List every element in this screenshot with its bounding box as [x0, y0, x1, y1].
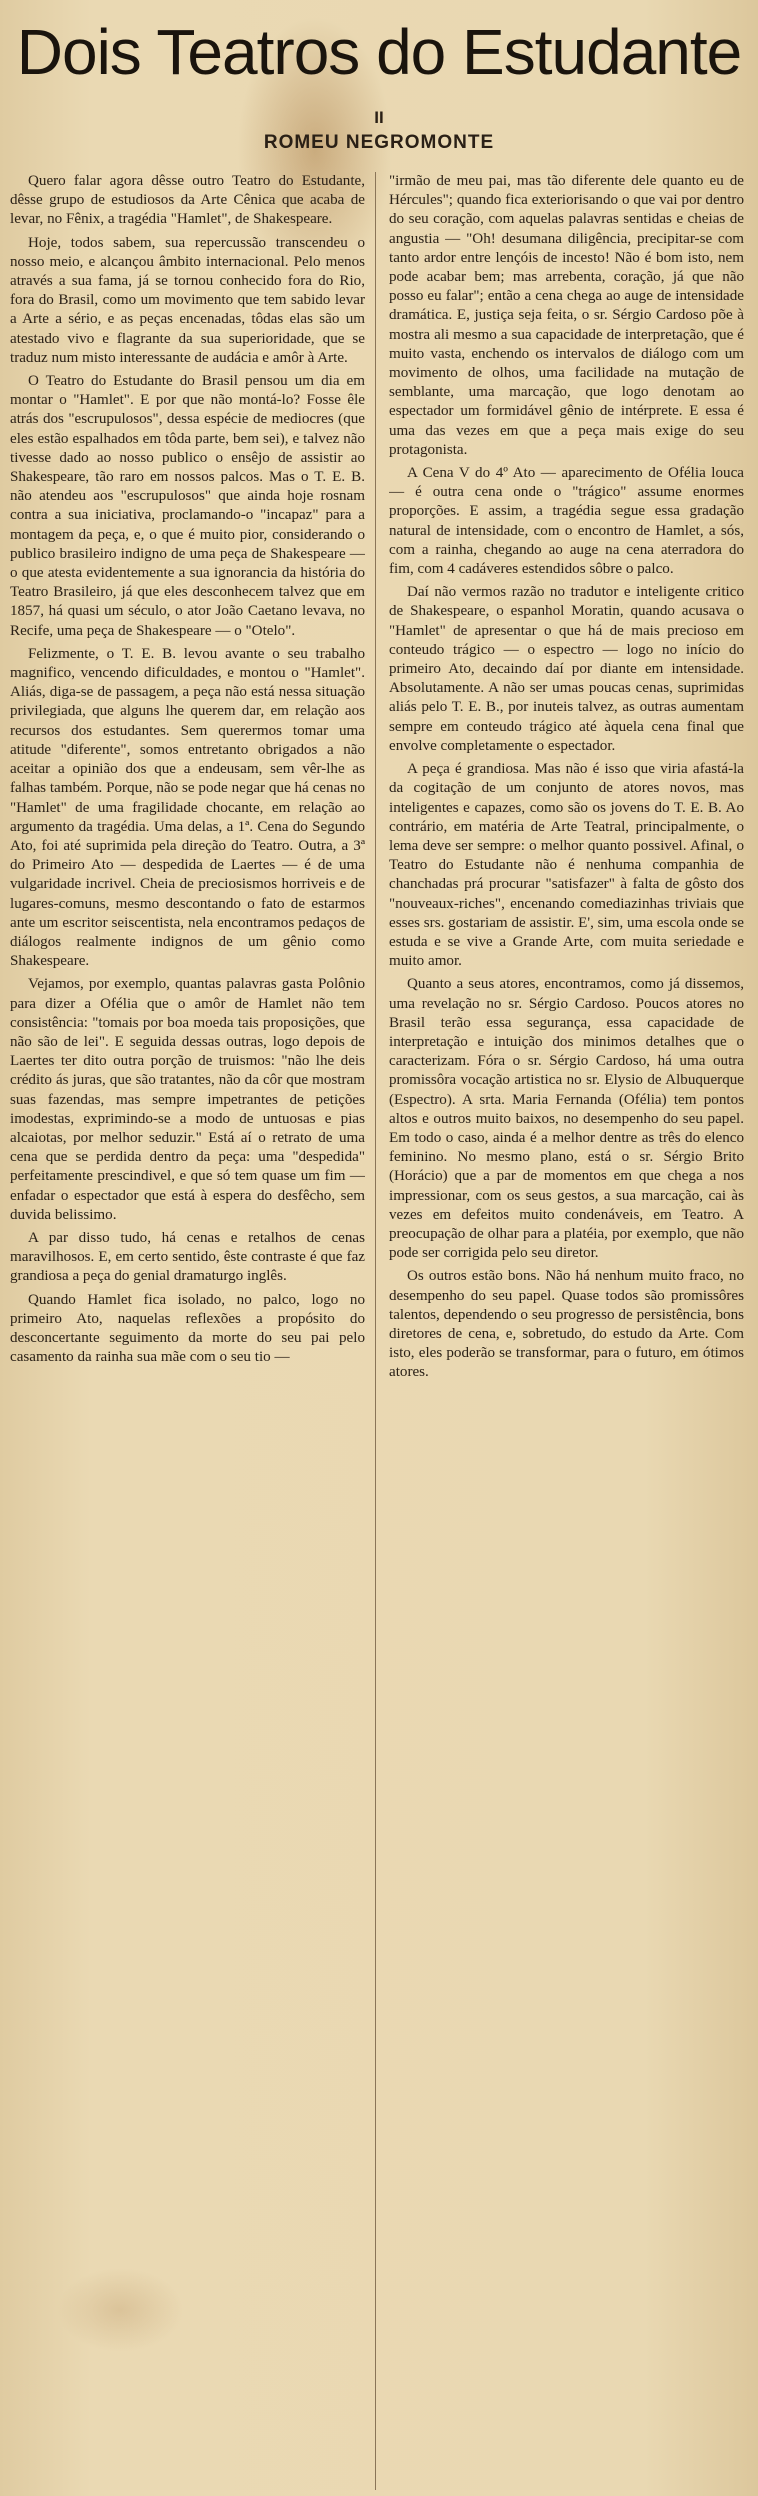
part-numeral: II — [374, 108, 384, 127]
paragraph: Vejamos, por exemplo, quantas palavras gasta Polônio para dizer a Ofélia que o amôr de Hamlet não tem consistência: "tomais por boa moeda tais proposições, que não são de lei". E seguida dessas outras, logo depois de Laertes ter dito outra porção de truismos: "não lhe deis crédito ás juras, que são tratantes, não da côr que mostram suas fazendas, mas sempre impetrantes de petições imodestas, exprimindo-se a modo de untuosas e pias alcaiotas, por melhor seduzir." Está aí o retrato de uma cena que se perdida dentro da peça: uma "despedida" perfeitamente prescindivel, e que só tem quase um fim — enfadar o espectador que está à espera do desfêcho, sem duvida belissimo. — [10, 976, 365, 1223]
paragraph: Hoje, todos sabem, sua repercussão transcendeu o nosso meio, e alcançou âmbito internacional. Pelo menos através a sua fama, já se tornou conhecido fora do Rio, fora do Brasil, como um movimento que tem sabido levar a Arte a sério, e as peças encenadas, tôdas elas são um atestado vivo e flagrante da sua superioridade, que se traduz num misto interessante de audácia e amôr à Arte. — [10, 234, 365, 366]
article-column-left — [10, 172, 365, 2490]
paragraph: "irmão de meu pai, mas tão diferente dele quanto eu de Hércules"; quando fica exteriorisando o que vai por dentro do seu coração, com aquelas palavras sentidas e cheias de angustia — "Oh! desumana diligência, precipitar-se com tanto ardor entre lençóis de incesto! Não é bom isto, nem pode acabar bem; mas arrebenta, coração, já que não posso eu falar"; então a cena chega ao auge de intensidade dramática. E, justiça seja feita, o sr. Sérgio Cardoso põe à mostra ali mesmo a sua capacidade de interpretação, que é muito vasta, enchendo os intervalos de diálogo com um movimento de olhos, uma facilidade na mutação de semblante, uma marcação, que logo denotam ao espectador um formidável gênio de intérprete. E essa é uma das vezes em que a peça mais exige do seu protagonista. — [389, 173, 744, 458]
paragraph: Quanto a seus atores, encontramos, como já dissemos, uma revelação no sr. Sérgio Cardoso. Poucos atores no Brasil terão essa segurança, essa capacidade de interpretação e intuição dos minimos detalhes que o caracterizam. Fóra o sr. Sérgio Cardoso, há uma outra promissôra vocação artistica no sr. Elysio de Albuquerque (Espectro). A srta. Maria Fernanda (Ofélia) tem pontos altos e outros muito baixos, no desempenho do seu papel. Em todo o caso, ainda é a melhor dentre as três do elenco feminino. No mesmo plano, está o sr. Sérgio Brito (Horácio) que a par de momentos em que chega a nos impressionar, com os seus gestos, a sua marcação, cai às vezes em defeitos muito condenáveis, em Teatro. A preocupação de olhar para a platéia, por exemplo, que não pode ser corrigida pelo seu diretor. — [389, 976, 744, 1262]
article-column-right — [389, 172, 744, 2490]
paragraph: O Teatro do Estudante do Brasil pensou um dia em montar o "Hamlet". E por que não montá-lo? Fosse êle atrás dos "escrupulosos", dessa espécie de mediocres (que eles estão espalhados em tôda parte, bem sei), e talvez não tivesse dado ao nosso publico o ensêjo de assistir ao Shakespeare, tão raro em nossos palcos. Mas o T. E. B. não atendeu aos "escrupulosos" que ainda hoje rosnam contra a sua iniciativa, proclamando-o "incapaz" para a montagem da peça, e, o que é muito pior, considerando o publico brasileiro indigno de uma peça de Shakespeare — o que atesta evidentemente a sua ignorancia da história do Teatro Brasileiro, já que eles desconhecem talvez que em 1857, há quasi um século, o ator João Caetano levava, no Recife, uma peça de Shakespeare — o "Otelo". — [10, 373, 365, 639]
paragraph: Quando Hamlet fica isolado, no palco, logo no primeiro Ato, naquelas reflexões a propósito do desconcertante seguimento da morte do seu pai pelo casamento da rainha sua mãe com o seu tio — — [10, 1291, 365, 1366]
paragraph: A peça é grandiosa. Mas não é isso que viria afastá-la da cogitação de um conjunto de atores novos, mas inteligentes e capazes, como são os jovens do T. E. B. Ao contrário, em matéria de Arte Teatral, principalmente, o lema deve ser sempre: o melhor quanto possivel. Afinal, o Teatro do Estudante não é nenhuma companhia de chanchadas prá procurar "satisfazer" à falta de gôsto dos "nouveaux-riches", encenando comediazinhas triviais que esses srs. gostariam de assistir. E', sim, uma escola onde se estuda e se vive a Grande Arte, com muita seriedade e muito amor. — [389, 761, 744, 970]
paragraph: Quero falar agora dêsse outro Teatro do Estudante, dêsse grupo de estudiosos da Arte Cênica que acaba de levar, no Fênix, a tragédia "Hamlet", de Shakespeare. — [10, 173, 365, 228]
paragraph: A par disso tudo, há cenas e retalhos de cenas maravilhosos. E, em certo sentido, êste contraste é que faz grandiosa a peça do genial dramaturgo inglês. — [10, 1229, 365, 1285]
byline: ROMEU NEGROMONTE — [263, 132, 495, 153]
headline: Dois Teatros do Estudante — [16, 16, 742, 88]
paragraph: A Cena V do 4º Ato — aparecimento de Ofélia louca — é outra cena onde o "trágico" assume enormes proporções. E assim, a tragédia segue essa gradação natural de intensidade, com o encontro de Hamlet, a sós, com a rainha, chegando ao auge na cena aterradora do fim, com 4 cadáveres estendidos sôbre o palco. — [389, 465, 744, 578]
paragraph: Os outros estão bons. Não há nenhum muito fraco, no desempenho do seu papel. Quase todos são promissôres talentos, dependendo o seu progresso de persistência, bons diretores de cena, e, sobretudo, do estudo da Arte. Com isto, eles poderão se transformar, para o futuro, em ótimos atores. — [389, 1268, 744, 1381]
paragraph: Felizmente, o T. E. B. levou avante o seu trabalho magnifico, vencendo dificuldades, e montou o "Hamlet". Aliás, diga-se de passagem, a peça não está nessa situação privilegiada, que alguns lhe querem dar, em relação aos recursos dos estudantes. Sem querermos tomar uma atitude "diferente", somos entretanto obrigados a não aceitar a opinião dos que a endeusam, sem vêr-lhe as falhas também. Porque, não se pode negar que há cenas no "Hamlet" de uma fragilidade chocante, em relação ao argumento da tragédia. Uma delas, a 1ª. Cena do Segundo Ato, foi até suprimida pela direção do Teatro. Outra, a 3ª do Primeiro Ato — despedida de Laertes — é de uma vulgaridade incrivel. Cheia de preciosismos horriveis e de lugares-comuns, mesmo descontando o fato de estarmos ante um escritor seiscentista, nela encontramos pedaços de diálogos realmente indignos de um gênio como Shakespeare. — [10, 645, 365, 970]
column-divider — [375, 172, 376, 2490]
paragraph: Daí não vermos razão no tradutor e inteligente critico de Shakespeare, o espanhol Moratin, quando acusava o "Hamlet" de apresentar o que há de mais precioso em conteudo trágico — o espectro — logo no início do primeiro Ato, decaindo daí por diante em intensidade. Absolutamente. A não ser umas poucas cenas, suprimidas aliás pelo T. E. B., por inuteis talvez, as outras aumentam sempre em conteudo trágico até àquela cena final que envolve completamente o espectador. — [389, 584, 744, 754]
